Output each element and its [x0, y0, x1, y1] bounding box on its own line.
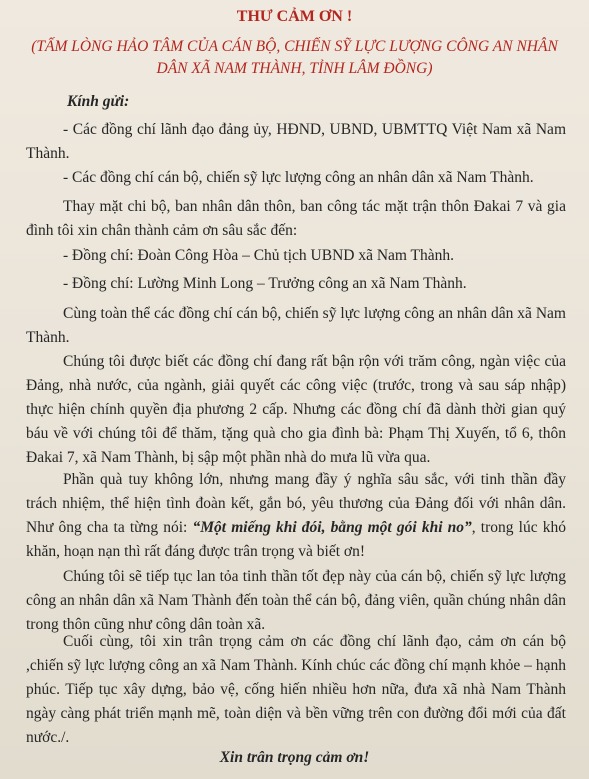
- all-officers-paragraph: Cùng toàn thể các đồng chí cán bộ, chiến sỹ lực lượng công an nhân dân xã Nam Thành.: [26, 305, 566, 346]
- letter-title: THƯ CẢM ƠN !: [236, 8, 353, 25]
- recipient-leaders: - Các đồng chí lãnh đạo đảng ủy, HĐND, UBND, UBMTTQ Việt Nam xã Nam Thành.: [26, 121, 566, 162]
- busy-paragraph: Chúng tôi được biết các đồng chí đang rất bận rộn với trăm công, ngàn việc của Đảng, nhà nước, của ngành, giải quyết các công việc (trước, trong và sau sáp nhập) thực hiện chính quyền địa phương 2 cấp. Nhưng các đồng chí đã dành thời gian quý báu về với chúng tôi để thăm, tặng quà cho gia đình bà: Phạm Thị Xuyến, tổ 6, thôn Đakai 7, xã Nam Thành, bị sập một phần nhà do mưa lũ vừa qua.: [26, 353, 566, 466]
- gift-text-end: , trong lúc khó khăn, hoạn nạn thì rất đáng được trân trọng và biết ơn!: [26, 519, 566, 560]
- final-paragraph: Cuối cùng, tôi xin trân trọng cảm ơn các đồng chí lãnh đạo, cảm ơn cán bộ ,chiến sỹ lực lượng công an xã Nam Thành. Kính chúc các đồng chí mạnh khỏe – hạnh phúc. Tiếp tục xây dựng, bảo vệ, cống hiến nhiều hơn nữa, đưa xã nhà Nam Thành ngày càng phát triển mạnh mẽ, toàn diện và bền vững trên con đường đổi mới của đất nước./.: [26, 633, 566, 746]
- greeting: Kính gửi:: [67, 93, 130, 110]
- recipient-officers: - Các đồng chí cán bộ, chiến sỹ lực lượng công an nhân dân xã Nam Thành.: [63, 169, 534, 186]
- gift-text-start: Phần quà tuy không lớn, nhưng mang đầy ý nghĩa sâu sắc, với tinh thần đầy trách nhiệm, thể hiện tình đoàn kết, gắn bó, yêu thương của Đảng đối với nhân dân. Như ông cha ta từng nói:: [26, 471, 566, 536]
- intro-paragraph: Thay mặt chi bộ, ban nhân dân thôn, ban công tác mặt trận thôn Đakai 7 và gia đình tôi xin chân thành cảm ơn sâu sắc đến:: [26, 198, 566, 239]
- subtitle-line-1: (TẤM LÒNG HẢO TÂM CỦA CÁN BỘ, CHIẾN SỸ LỰC LƯỢNG CÔNG AN NHÂN: [31, 38, 558, 55]
- spread-paragraph: Chúng tôi sẽ tiếp tục lan tỏa tinh thần tốt đẹp này của cán bộ, chiến sỹ lực lượng công an nhân dân xã Nam Thành đến toàn thể cán bộ, đảng viên, quần chúng nhân dân trong thôn cũng như công dân toàn xã.: [26, 568, 566, 633]
- person-police-chief: - Đồng chí: Lường Minh Long – Trưởng công an xã Nam Thành.: [63, 275, 467, 292]
- proverb-quote: “Một miếng khi đói, bằng một gói khi no”: [192, 519, 472, 536]
- gift-paragraph: [26, 468, 566, 564]
- closing-line: Xin trân trọng cảm ơn!: [219, 749, 370, 766]
- letter-subtitle: [0, 36, 589, 80]
- person-chairman: - Đồng chí: Đoàn Công Hòa – Chủ tịch UBND xã Nam Thành.: [63, 247, 455, 264]
- subtitle-line-2: DÂN XÃ NAM THÀNH, TỈNH LÂM ĐỒNG): [156, 60, 433, 77]
